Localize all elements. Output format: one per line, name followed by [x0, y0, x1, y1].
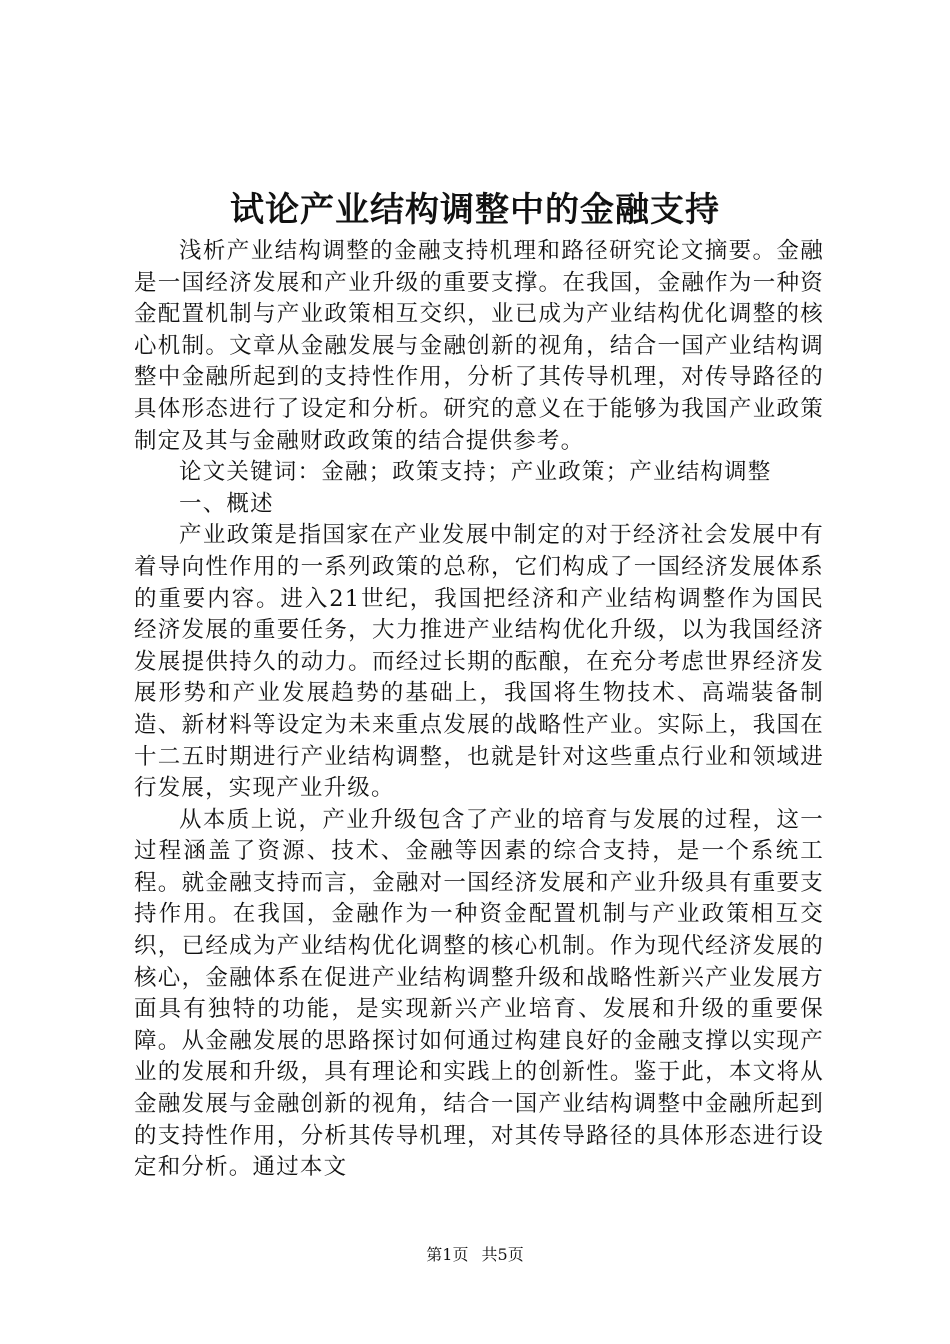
document-body	[134, 236, 824, 1184]
body-paragraph: 产业政策是指国家在产业发展中制定的对于经济社会发展中有着导向性作用的一系列政策的总称，它们构成了一国经济发展体系的重要内容。进入21世纪，我国把经济和产业结构调整作为国民经济发展的重要任务，大力推进产业结构优化升级，以为我国经济发展提供持久的动力。而经过长期的酝酿，在充分考虑世界经济发展形势和产业发展趋势的基础上，我国将生物技术、高端装备制造、新材料等设定为未来重点发展的战略性产业。实际上，我国在十二五时期进行产业结构调整，也就是针对这些重点行业和领域进行发展，实现产业升级。	[134, 522, 824, 802]
body-paragraph: 从本质上说，产业升级包含了产业的培育与发展的过程，这一过程涵盖了资源、技术、金融等因素的综合支持，是一个系统工程。就金融支持而言，金融对一国经济发展和产业升级具有重要支持作用。在我国，金融作为一种资金配置机制与产业政策相互交织，已经成为产业结构优化调整的核心机制。作为现代经济发展的核心，金融体系在促进产业结构调整升级和战略性新兴产业发展方面具有独特的功能，是实现新兴产业培育、发展和升级的重要保障。从金融发展的思路探讨如何通过构建良好的金融支撑以实现产业的发展和升级，具有理论和实践上的创新性。鉴于此，本文将从金融发展与金融创新的视角，结合一国产业结构调整中金融所起到的支持性作用，分析其传导机理，对其传导路径的具体形态进行设定和分析。通过本文	[134, 806, 824, 1181]
document-title: 试论产业结构调整中的金融支持	[230, 190, 720, 230]
section-heading: 一、概述	[179, 490, 274, 517]
page-footer	[0, 1244, 950, 1266]
abstract-paragraph: 浅析产业结构调整的金融支持机理和路径研究论文摘要。金融是一国经济发展和产业升级的重要支撑。在我国，金融作为一种资金配置机制与产业政策相互交织，业已成为产业结构优化调整的核心机制。文章从金融发展与金融创新的视角，结合一国产业结构调整中金融所起到的支持性作用，分析了其传导机理，对传导路径的具体形态进行了设定和分析。研究的意义在于能够为我国产业政策制定及其与金融财政政策的结合提供参考。	[134, 238, 824, 454]
page-total: 共5页	[481, 1245, 524, 1264]
page-number: 第1页	[426, 1245, 469, 1264]
keywords-line: 论文关键词：金融；政策支持；产业政策；产业结构调整	[179, 459, 772, 486]
